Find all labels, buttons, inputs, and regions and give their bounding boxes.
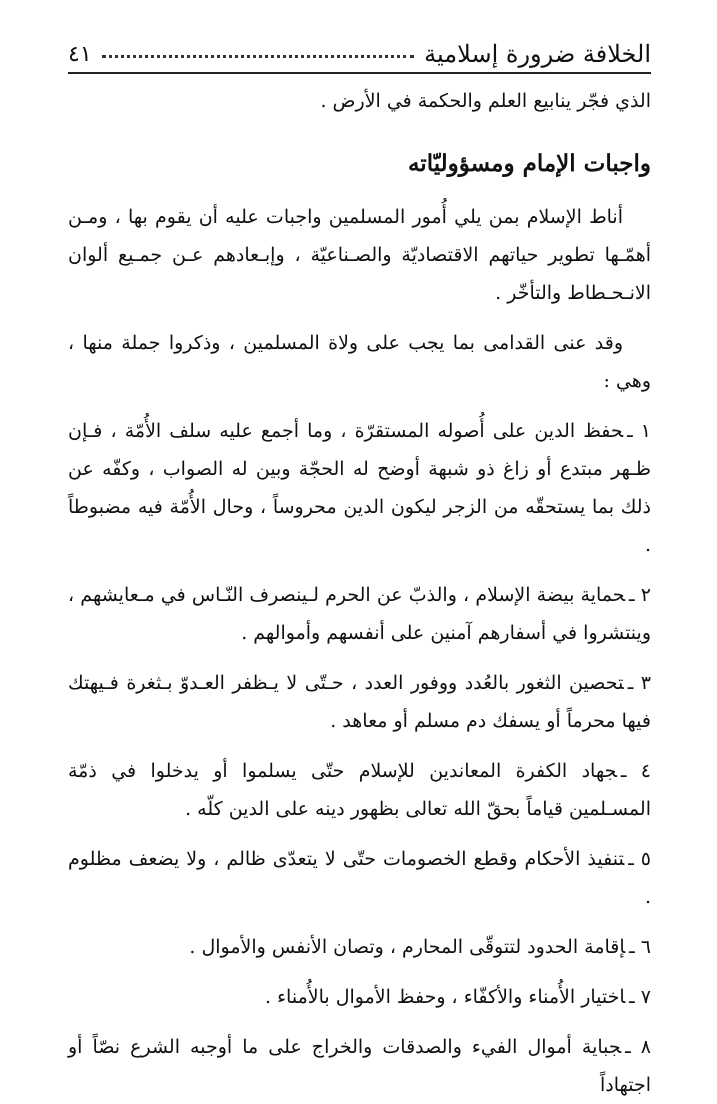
intro-paragraph: أناط الإسلام بمن يلي أُمور المسلمين واجبات عليه أن يقوم بها ، ومـن أهمّـها تطوير حياتهم الاقتصاديّة والصـناعيّة ، وإبـعادهم عـن جمـيع ألوان الانـحـطاط والتأخّر .	[68, 206, 651, 304]
running-title: الخلافة ضرورة إسلامية	[424, 40, 651, 68]
list-item	[68, 1028, 651, 1104]
item-text: تحصين الثغور بالعُدد ووفور العدد ، حـتّى لا يـظفر العـدوّ بـثغرة فـيهتك فيها محرماً أو يسفك دم مسلم أو معاهد .	[68, 672, 651, 732]
item-number: ٤ ـ	[620, 760, 651, 782]
page-number: ٤١	[68, 42, 92, 67]
preface-paragraph: وقد عنى القدامى بما يجب على ولاة المسلمين ، وذكروا جملة منها ، وهي :	[68, 332, 651, 392]
leader-dots	[102, 55, 415, 58]
continuation-line: الذي فجّر ينابيع العلم والحكمة في الأرض .	[320, 90, 651, 112]
item-number: ٦ ـ	[629, 936, 651, 958]
item-number: ٢ ـ	[629, 584, 652, 606]
item-number: ٨ ـ	[625, 1036, 651, 1058]
running-header	[68, 18, 651, 74]
item-text: تنفيذ الأحكام وقطع الخصومات حتّى لا يتعدّى ظالم ، ولا يضعف مظلوم .	[68, 848, 651, 908]
page-body	[68, 82, 651, 1104]
item-text: حماية بيضة الإسلام ، والذبّ عن الحرم لـينصرف النّـاس في مـعايشهم ، وينتشروا في أسفارهم آمنين على أنفسهم وأموالهم .	[68, 584, 651, 644]
item-number: ٧ ـ	[629, 986, 651, 1008]
section-heading: واجبات الإمام ومسؤوليّاته	[407, 150, 651, 177]
list-item	[68, 576, 651, 652]
item-number: ٣ ـ	[627, 672, 651, 694]
list-item	[68, 928, 651, 966]
list-item	[68, 978, 651, 1016]
item-text: جباية أموال الفيء والصدقات والخراج على ما أوجبه الشرع نصّاً أو اجتهاداً	[68, 1036, 651, 1096]
item-number: ١ ـ	[627, 420, 652, 442]
list-item	[68, 412, 651, 564]
item-text: اختيار الأُمناء والأكفّاء ، وحفظ الأموال بالأُمناء .	[265, 986, 626, 1008]
item-number: ٥ ـ	[628, 848, 652, 870]
list-item	[68, 752, 651, 828]
list-item	[68, 664, 651, 740]
item-text: إقامة الحدود لتتوقّى المحارم ، وتصان الأنفس والأموال .	[189, 936, 626, 958]
item-text: جهاد الكفرة المعاندين للإسلام حتّى يسلموا أو يدخلوا في ذمّة المسـلمين قياماً بحقّ الله تعالى بظهور دينه على الدين كلّه .	[68, 760, 651, 820]
item-text: حفظ الدين على أُصوله المستقرّة ، وما أجمع عليه سلف الأُمّة ، فـإن ظـهر مبتدع أو زاغ ذو شبهة أوضح له الحجّة وبين له الصواب ، وكفّه عن ذلك بما يستحقّه من الزجر ليكون الدين محروساً ، وحال الأُمّة فيه مضبوطاً .	[68, 420, 651, 556]
list-item	[68, 840, 651, 916]
